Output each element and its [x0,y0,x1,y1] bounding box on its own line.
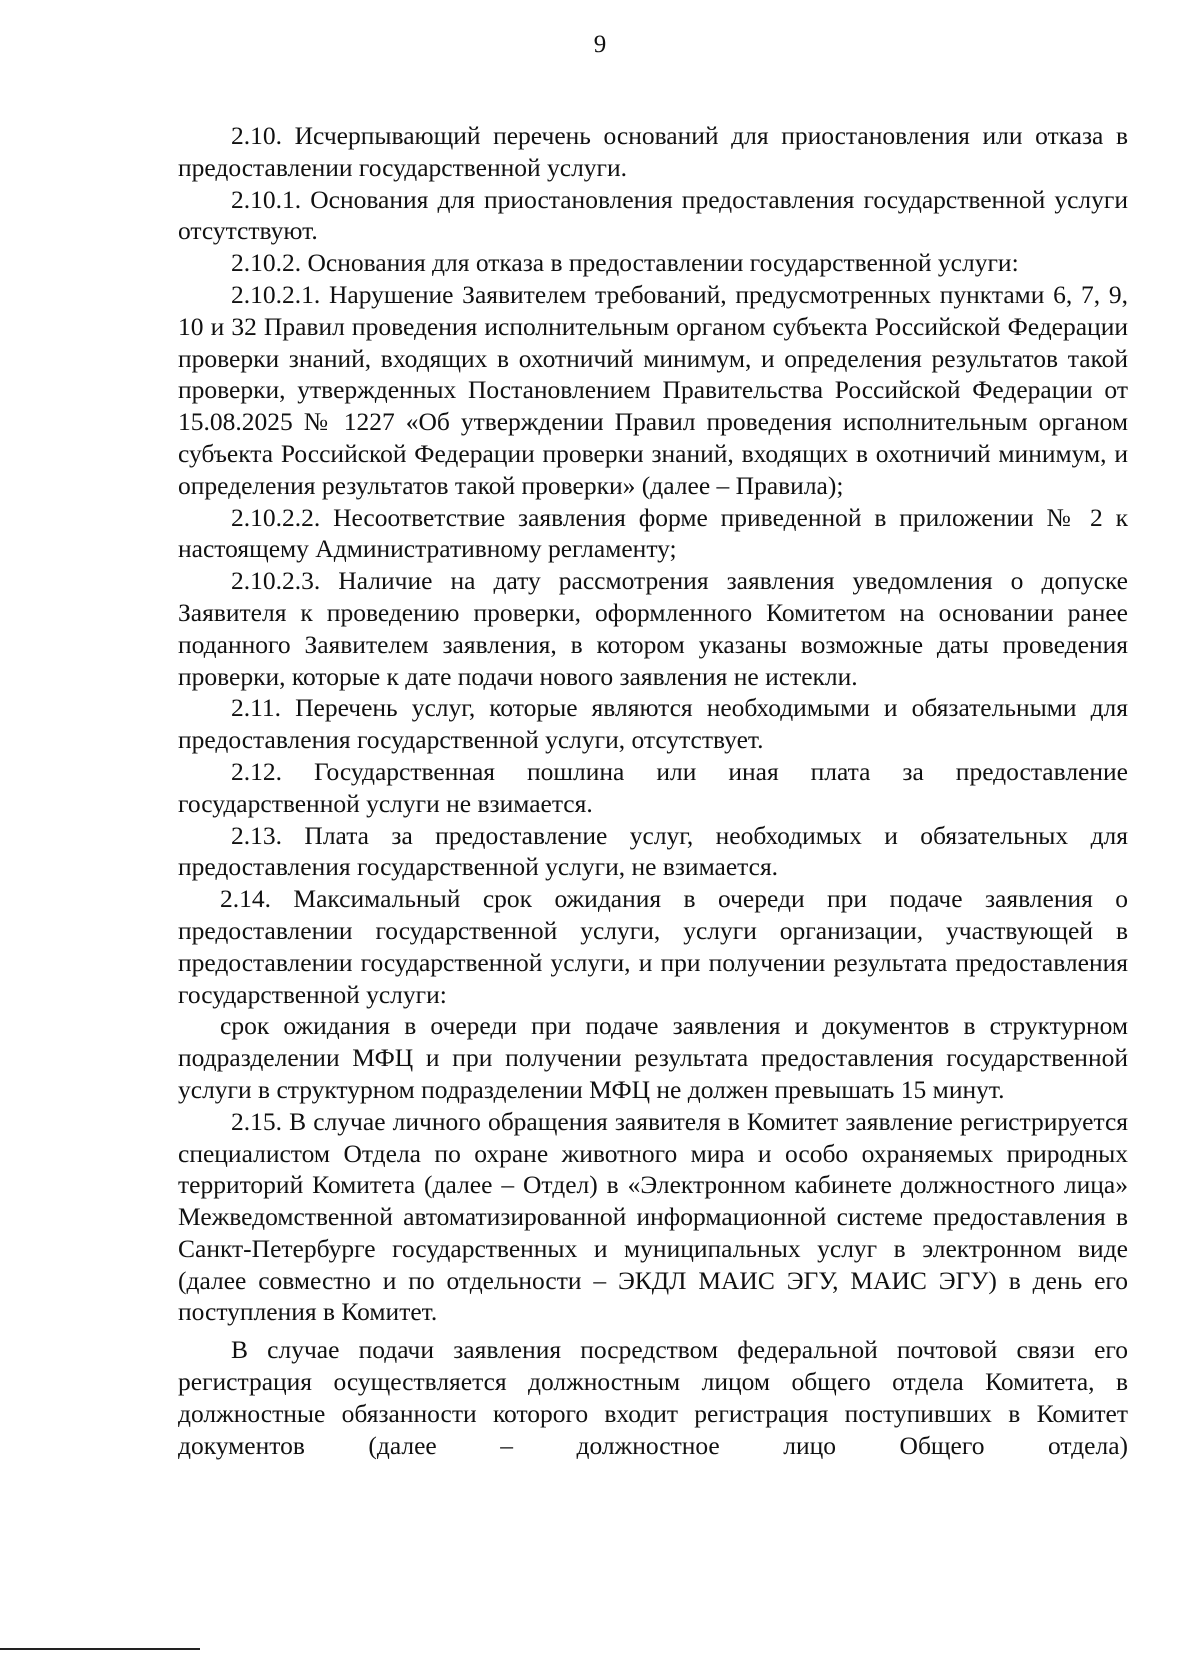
paragraph-2-10-2-1: 2.10.2.1. Нарушение Заявителем требований, предусмотренных пунктами 6, 7, 9, 10 и 32 Правил проведения исполнительным органом субъекта Российской Федерации проверки знаний, входящих в охотничий минимум, и определения результатов такой проверки, утвержденных Постановлением Правительства Российской Федерации от 15.08.2025 № 1227 «Об утверждении Правил проведения исполнительным органом субъекта Российской Федерации проверки знаний, входящих в охотничий минимум, и определения результатов такой проверки» (далее – Правила); [178,279,1128,500]
footer-rule [0,1648,200,1650]
paragraph-2-10-2: 2.10.2. Основания для отказа в предоставлении государственной услуги: [231,248,1019,278]
paragraph-2-10-1: 2.10.1. Основания для приостановления предоставления государственной услуги отсутствуют. [178,184,1128,246]
paragraph-2-10-2-3: 2.10.2.3. Наличие на дату рассмотрения заявления уведомления о допуске Заявителя к проведению проверки, оформленного Комитетом на основании ранее поданного Заявителем заявления, в котором указаны возможные даты проведения проверки, которые к дате подачи нового заявления не истекли. [178,566,1128,691]
document-body [178,120,1128,1461]
paragraph-2-10: 2.10. Исчерпывающий перечень оснований для приостановления или отказа в предоставлении государственной услуги. [178,121,1128,182]
paragraph-postal-registration: В случае подачи заявления посредством федеральной почтовой связи его регистрация осуществляется должностным лицом общего отдела Комитета, в должностные обязанности которого входит регистрация поступивших в Комитет документов (далее – должностное лицо Общего отдела) [178,1335,1128,1460]
paragraph-2-12: 2.12. Государственная пошлина или иная плата за предоставление государственной услуги не взимается. [178,756,1128,818]
page-number: 9 [593,31,607,58]
paragraph-2-15: 2.15. В случае личного обращения заявителя в Комитет заявление регистрируется специалистом Отдела по охране животного мира и особо охраняемых природных территорий Комитета (далее – Отдел) в «Электронном кабинете должностного лица» Межведомственной автоматизированной информационной системе предоставления в Санкт-Петербурге государственных и муниципальных услуг в электронном виде (далее совместно и по отдельности – ЭКДЛ МАИС ЭГУ, МАИС ЭГУ) в день его поступления в Комитет. [178,1106,1128,1327]
paragraph-2-10-2-2: 2.10.2.2. Несоответствие заявления форме приведенной в приложении № 2 к настоящему Административному регламенту; [178,502,1128,564]
paragraph-waiting-time: срок ожидания в очереди при подаче заявления и документов в структурном подразделении МФЦ и при получении результата предоставления государственной услуги в структурном подразделении МФЦ не должен превышать 15 минут. [178,1011,1128,1104]
paragraph-2-13: 2.13. Плата за предоставление услуг, необходимых и обязательных для предоставления государственной услуги, не взимается. [178,820,1128,882]
paragraph-2-11: 2.11. Перечень услуг, которые являются необходимыми и обязательными для предоставления государственной услуги, отсутствует. [178,693,1128,755]
paragraph-2-14: 2.14. Максимальный срок ожидания в очереди при подаче заявления о предоставлении государственной услуги, услуги организации, участвующей в предоставлении государственной услуги, и при получении результата предоставления государственной услуги: [178,884,1128,1009]
